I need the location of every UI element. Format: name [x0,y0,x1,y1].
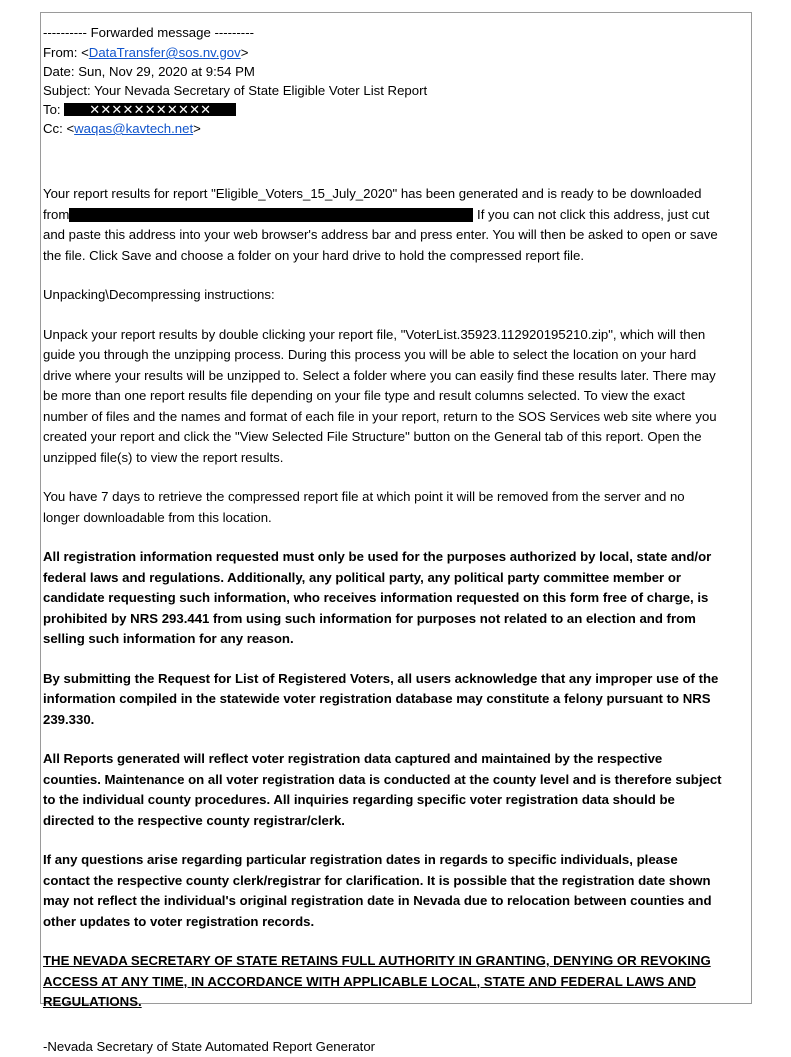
redacted-download-url [69,208,473,222]
header-to [43,100,723,119]
legal-notice-1: All registration information requested must only be used for the purposes authorized by local, state and/or federal laws and regulations. Additionally, any political party, any political party committee member or candidate requesting such information, who receives information requested on this form free of charge, is prohibited by NRS 293.441 from using such information for purposes not related to an election and from selling such information for any reason. [43,547,723,650]
redacted-recipient: ✕✕✕✕✕✕✕✕✕✕✕ [64,103,236,116]
intro-text-part1: Your report results for report "Eligible_Voters_15_July_2020" has been generated and is ready to be downloaded from [43,186,701,222]
from-close-bracket: > [241,45,249,60]
cc-label: Cc: < [43,121,74,136]
unpacking-heading: Unpacking\Decompressing instructions: [43,285,723,306]
unpacking-instructions: Unpack your report results by double clicking your report file, "VoterList.35923.112920195210.zip", which will then guide you through the unzipping process. During this process you will be able to select the location on your hard drive where your results will be unzipped to. Select a folder where you can easily find these results later. There may be more than one report results file depending on your file type and result columns selected. To view the exact number of files and the names and format of each file in your report, return to the SOS Services web site where you created your report and click the "View Selected File Structure" button on the General tab of this report. Open the unzipped file(s) to view the report results. [43,325,723,469]
date-label: Date: [43,64,78,79]
cc-email-link[interactable]: waqas@kavtech.net [74,121,193,136]
forwarded-message-marker: ---------- Forwarded message --------- [43,23,723,42]
forwarded-email-container [40,12,752,1004]
legal-notice-4: If any questions arise regarding particular registration dates in regards to specific individuals, please contact the respective county clerk/registrar for clarification. It is possible that the registration date shown may not reflect the individual's original registration date in Nevada due to relocation between counties and other updates to voter registration records. [43,850,723,932]
authority-notice: THE NEVADA SECRETARY OF STATE RETAINS FULL AUTHORITY IN GRANTING, DENYING OR REVOKING ACCESS AT ANY TIME, IN ACCORDANCE WITH APPLICABLE LOCAL, STATE AND FEDERAL LAWS AND REGULATIONS. [43,951,723,1013]
from-label: From: < [43,45,89,60]
retention-notice: You have 7 days to retrieve the compressed report file at which point it will be removed from the server and no longer downloadable from this location. [43,487,723,528]
intro-paragraph [43,184,723,266]
header-subject [43,81,723,100]
subject-value: Your Nevada Secretary of State Eligible Voter List Report [94,83,427,98]
header-date [43,62,723,81]
legal-notice-3: All Reports generated will reflect voter registration data captured and maintained by the respective counties. Maintenance on all voter registration data is conducted at the county level and is therefore subject to the individual county procedures. All inquiries regarding specific voter registration data should be directed to the respective county registrar/clerk. [43,749,723,831]
from-email-link[interactable]: DataTransfer@sos.nv.gov [89,45,241,60]
header-from [43,43,723,62]
to-label: To: [43,102,64,117]
email-body [43,23,737,1057]
legal-notice-2: By submitting the Request for List of Registered Voters, all users acknowledge that any improper use of the information compiled in the statewide voter registration database may constitute a felony pursuant to NRS 239.330. [43,669,723,731]
header-cc [43,119,723,138]
signature-line: -Nevada Secretary of State Automated Report Generator [43,1037,723,1057]
date-value: Sun, Nov 29, 2020 at 9:54 PM [78,64,255,79]
intro-text-part2: If you can not click this address, just cut and paste this address into your web browser's address bar and press enter. You will then be asked to open or save the file. Click Save and choose a folder on your hard drive to hold the compressed report file. [43,207,718,263]
header-body-spacer [43,138,723,184]
subject-label: Subject: [43,83,94,98]
cc-close-bracket: > [193,121,201,136]
